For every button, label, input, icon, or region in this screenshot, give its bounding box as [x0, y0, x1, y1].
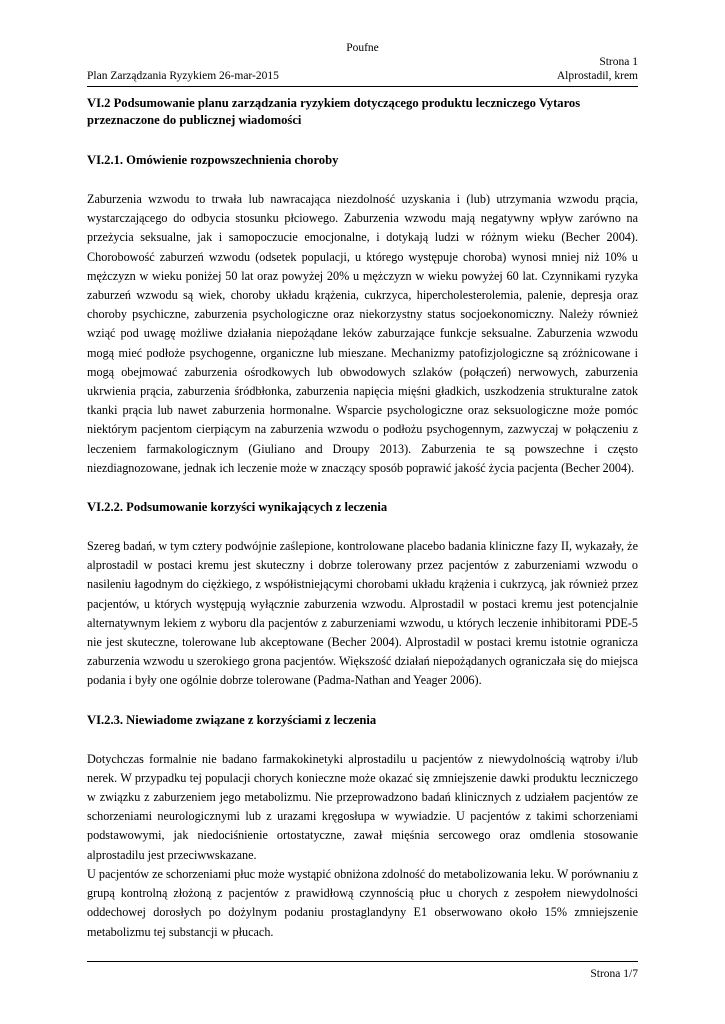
header-product: Alprostadil, krem: [556, 70, 638, 82]
header-page-label: Strona 1: [599, 56, 638, 68]
header-divider: [87, 86, 638, 87]
paragraph: Szereg badań, w tym cztery podwójnie zaślepione, kontrolowane placebo badania kliniczne fazy II, wykazały, że alprostadil w postaci kremu jest skuteczny i dobrze tolerowany przez pacjentów z zaburzeniami wzwodu o nasileniu łagodnym do ciężkiego, z współistniejącymi chorobami układu krążenia i cukrzycą, jak również przez pacjentów, u których występują wyłącznie zaburzenia wzwodu. Alprostadil w postaci kremu jest potencjalnie alternatywnym lekiem z wyboru dla pacjentów z zaburzeniami wzwodu, u których leczenie inhibitorami PDE-5 nie jest skuteczne, tolerowane lub akceptowane (Becher 2004). Alprostadil w postaci kremu istotnie ogranicza zaburzenia wzwodu u szerokiego grona pacjentów. Większość działań niepożądanych ograniczała się do miejsca podania i były one ogólnie dobrze tolerowane (Padma-Nathan and Yeager 2006).: [87, 539, 638, 688]
section-heading-disease: VI.2.1. Omówienie rozpowszechnienia choroby: [87, 153, 339, 167]
paragraph: U pacjentów ze schorzeniami płuc może wystąpić obniżona zdolność do metabolizowania leku. W porównaniu z grupą kontrolną złożoną z pacjentów z prawidłową czynnością płuc u chorych z zespołem niewydolności oddechowej dorosłych po dożylnym podaniu prostaglandyny E1 obserwowano około 15% zmniejszenie metabolizmu tej substancji w płucach.: [87, 866, 638, 939]
confidential-label: Poufne: [346, 42, 379, 54]
paragraph: Zaburzenia wzwodu to trwała lub nawracająca niezdolność uzyskania i (lub) utrzymania wzwodu prącia, wystarczającego do odbycia stosunku płciowego. Zaburzenia wzwodu mają negatywny wpływ zarówno na przeżycia seksualne, jak i samopoczucie emocjonalne, i dotykają ludzi w różnym wieku (Becher 2004). Chorobowość zaburzeń wzwodu (odsetek populacji, u którego występuje choroba) wynosi mniej niż 10% u mężczyzn w wieku poniżej 50 lat oraz powyżej 20% u mężczyzn w wieku powyżej 60 lat. Czynnikami ryzyka zaburzeń wzwodu są wiek, choroby układu krążenia, cukrzyca, hipercholesterolemia, palenie, depresja oraz choroby psychiczne, zaburzenia psychologiczne oraz niekorzystny status socjoekonomiczny. Należy również wziąć pod uwagę możliwe działania niepożądane leków zaburzające funkcje seksualne. Zaburzenia wzwodu mogą mieć podłoże psychogenne, organiczne lub mieszane. Mechanizmy patofizjologiczne są zróżnicowane i mogą obejmować zaburzenia ośrodkowych lub obwodowych szlaków (połączeń) nerwowych, zaburzenia ukrwienia prącia, zaburzenia śródbłonka, zaburzenia napięcia mięśni gładkich, uszkodzenia strukturalne zatok tkanki prącia lub nawet zaburzenia hormonalne. Wsparcie psychologiczne oraz seksuologiczne może pomóc niektórym pacjentom cierpiącym na zaburzenia wzwodu o podłożu psychogennym, zazwyczaj w połączeniu z leczeniem farmakologicznym (Giuliano and Droupy 2013). Zaburzenia te są powszechne i często niezdiagnozowane, jednak ich leczenie może w znaczący sposób poprawić jakość życia pacjenta (Becher 2004).: [87, 192, 638, 475]
section-heading-benefits: VI.2.2. Podsumowanie korzyści wynikających z leczenia: [87, 500, 388, 515]
footer-divider: [87, 961, 638, 962]
paragraph: Dotychczas formalnie nie badano farmakokinetyki alprostadilu u pacjentów z niewydolnością wątroby i/lub nerek. W przypadku tej populacji chorych konieczne może okazać się zmniejszenie dawki produktu leczniczego w związku z zaburzeniem jego metabolizmu. Nie przeprowadzono badań klinicznych z udziałem pacjentów ze schorzeniami neurologicznymi lub z urazami kręgosłupa w wywiadzie. U pacjentów z takimi schorzeniami podstawowymi, jak niedociśnienie ortostatyczne, zawał mięśnia sercowego oraz omdlenia stosowanie alprostadilu jest przeciwwskazane.: [87, 751, 638, 862]
header-plan-title: Plan Zarządzania Ryzykiem 26-mar-2015: [87, 70, 279, 82]
document-title: VI.2 Podsumowanie planu zarządzania ryzykiem dotyczącego produktu leczniczego Vytaros przeznaczone do publicznej wiadomości: [87, 96, 581, 127]
footer-page-number: Strona 1/7: [590, 968, 638, 980]
document-body: [87, 95, 638, 942]
section-heading-unknowns: VI.2.3. Niewiadome związane z korzyściami z leczenia: [87, 712, 377, 727]
